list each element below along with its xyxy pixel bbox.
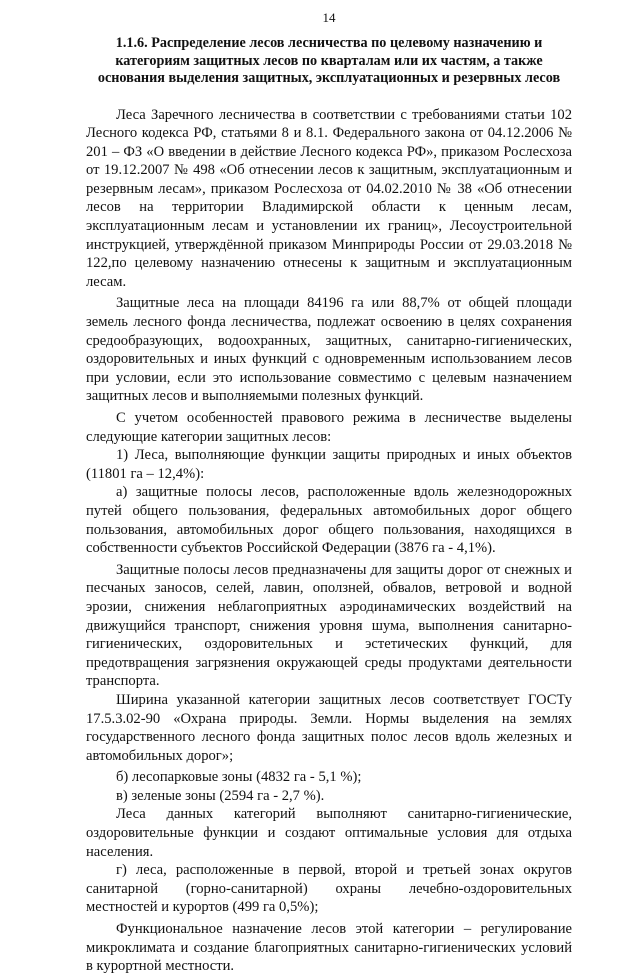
paragraph-legal-basis: Леса Заречного лесничества в соответствии с требованиями статьи 102 Лесного кодекса РФ, статьями 8 и 8.1. Федерального закона от 04.12.2006 № 201 – ФЗ «О введении в действие Лесного кодекса РФ», приказом Рослесхоза от 19.12.2007 № 498 «Об отнесении лесов к защитным, эксплуатационным и резервным лесам», приказом Рослесхоза от 04.02.2010 № 38 «Об отнесении лесов на территории Владимирской области к ценным лесам, эксплуатационным лесам и установлении их границ», Лесоустроительной инструкцией, утверждённой приказом Минприроды России от 29.03.2018 № 122,по целевому назначению отнесены к защитным и эксплуатационным лесам.: [86, 106, 572, 290]
paragraph-gost-width: Ширина указанной категории защитных лесов соответствует ГОСТу 17.5.3.02-90 «Охрана природы. Земли. Нормы выделения на землях государственного лесного фонда защитных полос лесов вдоль железных и автомобильных дорог»;: [86, 691, 572, 764]
section-heading: 1.1.6. Распределение лесов лесничества по целевому назначению и категориям защитных лесов по кварталам или их частям, а также основания выделения защитных, эксплуатационных и резервных лесов: [97, 35, 561, 86]
paragraph-protective-strips-purpose: Защитные полосы лесов предназначены для защиты дорог от снежных и песчаных заносов, селей, лавин, оползней, обвалов, ветровой и водной эрозии, снижения неблагоприятных аэродинамических воздействий на движущийся транспорт, снижения уровня шума, выполнения санитарно-гигиенических, оздоровительных и эстетических функций, для предотвращения загрязнения окружающей среды продуктами деятельности транспорта.: [86, 561, 572, 690]
paragraph-resort-function: Функциональное назначение лесов этой категории – регулирование микроклимата и создание благоприятных санитарно-гигиенических условий в курортной местности.: [86, 921, 572, 975]
paragraph-categories-intro: С учетом особенностей правового режима в лесничестве выделены следующие категории защитных лесов:: [86, 410, 572, 445]
paragraph-protective-forests-area: Защитные леса на площади 84196 га или 88,7% от общей площади земель лесного фонда лесничества, подлежат освоению в целях сохранения средообразующих, водоохранных, защитных, санитарно-гигиенических, оздоровительных и иных функций с одновременным использованием лесов при условии, если это использование совместимо с целевым назначением защитных лесов и выполняемыми полезных функций.: [86, 295, 572, 405]
list-item-category-1: 1) Леса, выполняющие функции защиты природных и иных объектов (11801 га – 12,4%):: [86, 447, 572, 482]
page-number: 14: [322, 10, 336, 25]
document-page: [86, 10, 572, 979]
list-item-category-1a: а) защитные полосы лесов, расположенные вдоль железнодорожных путей общего пользования, федеральных автомобильных дорог общего пользования, автомобильных дорог общего пользования, находящихся в собственности субъектов Российской Федерации (3876 га - 4,1%).: [86, 484, 572, 557]
list-item-category-1g: г) леса, расположенные в первой, второй и третьей зонах округов санитарной (горно-санитарной) охраны лечебно-оздоровительных местностей и курортов (499 га 0,5%);: [86, 862, 572, 916]
list-item-category-1v: в) зеленые зоны (2594 га - 2,7 %).: [116, 787, 325, 804]
paragraph-categories-functions: Леса данных категорий выполняют санитарно-гигиенические, оздоровительные функции и создают оптимальные условия для отдыха населения.: [86, 806, 572, 860]
list-item-category-1b: б) лесопарковые зоны (4832 га - 5,1 %);: [116, 769, 362, 786]
